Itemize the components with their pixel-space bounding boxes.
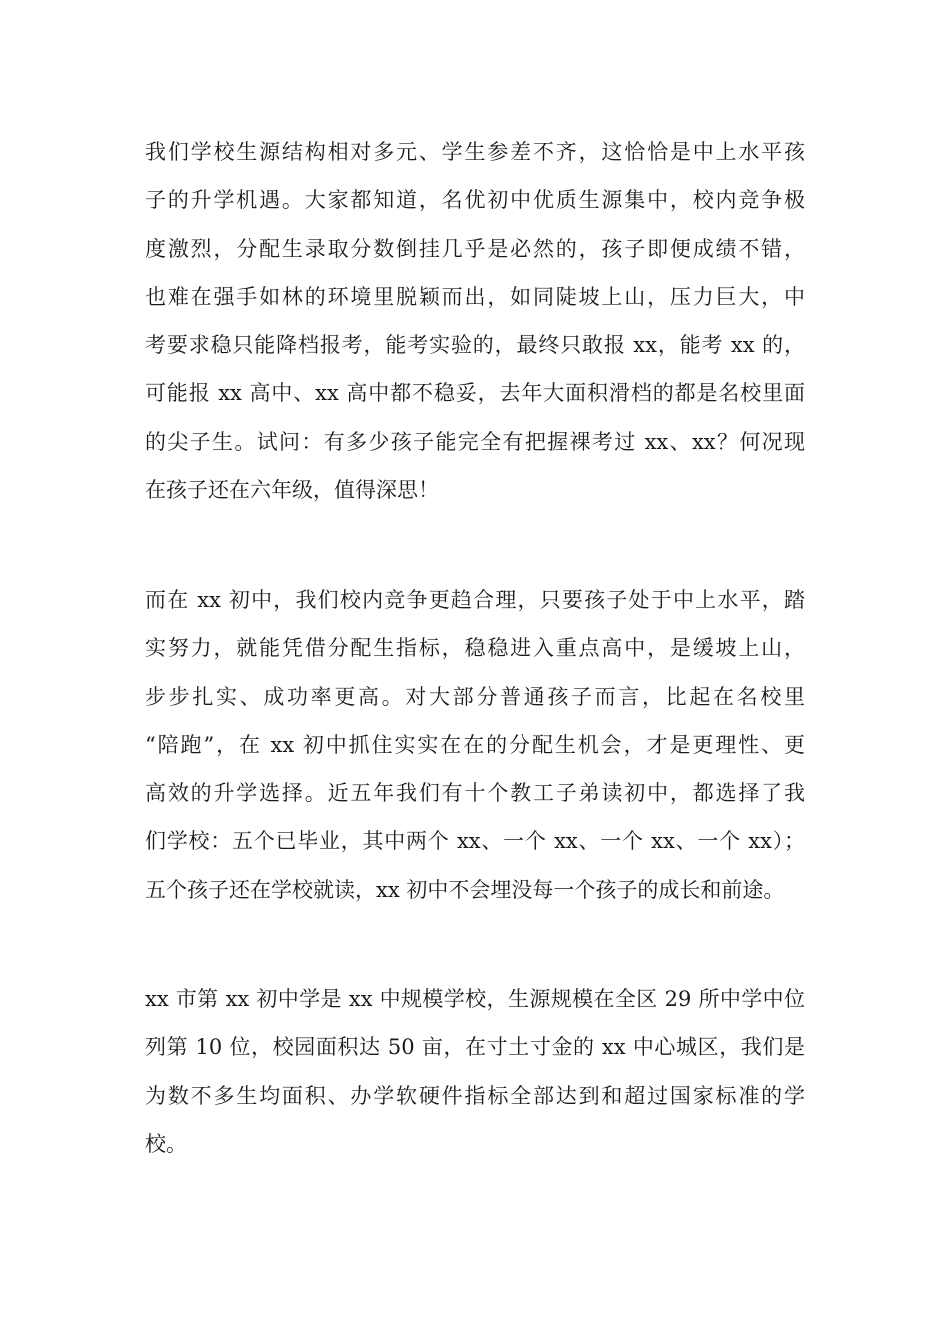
text-line: 校。 (145, 1131, 187, 1156)
text-line: 度激烈，分配生录取分数倒挂几乎是必然的，孩子即便成绩不错， (145, 236, 805, 261)
text-line: “陪跑”，在 xx 初中抓住实实在在的分配生机会，才是更理性、更 (145, 732, 805, 757)
text-line: 我们学校生源结构相对多元、学生参差不齐，这恰恰是中上水平孩 (145, 140, 805, 164)
text-line: 们学校：五个已毕业，其中两个 xx、一个 xx、一个 xx、一个 xx）； (145, 829, 805, 854)
text-line: 可能报 xx 高中、xx 高中都不稳妥，去年大面积滑档的都是名校里面 (145, 381, 805, 406)
text-line: 在孩子还在六年级，值得深思！ (145, 478, 439, 503)
paragraph-3 (145, 975, 805, 1168)
text-line: 考要求稳只能降档报考，能考实验的，最终只敢报 xx，能考 xx 的， (145, 333, 805, 358)
paragraph-1 (145, 128, 805, 514)
text-line: 列第 10 位，校园面积达 50 亩，在寸土寸金的 xx 中心城区，我们是 (145, 1035, 805, 1060)
text-line: 五个孩子还在学校就读，xx 初中不会埋没每一个孩子的成长和前途。 (145, 877, 785, 902)
text-line: 步步扎实、成功率更高。对大部分普通孩子而言，比起在名校里 (145, 684, 805, 709)
text-line: xx 市第 xx 初中学是 xx 中规模学校，生源规模在全区 29 所中学中位 (145, 987, 805, 1011)
text-line: 也难在强手如林的环境里脱颖而出，如同陡坡上山，压力巨大，中 (145, 284, 805, 309)
text-line: 而在 xx 初中，我们校内竞争更趋合理，只要孩子处于中上水平，踏 (145, 588, 805, 612)
paragraph-2 (145, 576, 805, 914)
text-line: 为数不多生均面积、办学软硬件指标全部达到和超过国家标准的学 (145, 1083, 805, 1108)
text-line: 高效的升学选择。近五年我们有十个教工子弟读初中，都选择了我 (145, 781, 805, 806)
text-line: 子的升学机遇。大家都知道，名优初中优质生源集中，校内竞争极 (145, 188, 805, 213)
text-line: 的尖子生。试问：有多少孩子能完全有把握裸考过 xx、xx？何况现 (145, 429, 805, 454)
text-line: 实努力，就能凭借分配生指标，稳稳进入重点高中，是缓坡上山， (145, 636, 805, 661)
